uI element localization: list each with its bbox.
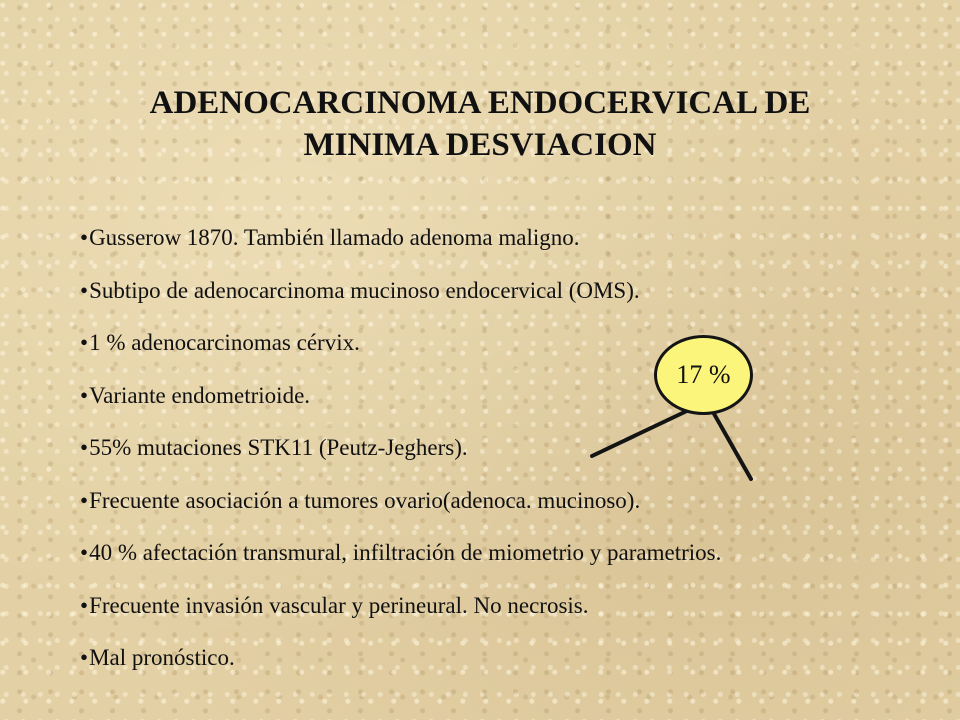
bullet-text: Frecuente asociación a tumores ovario(adenoca. mucinoso). [89, 487, 641, 513]
bullet-item [80, 329, 721, 382]
bullet-item [80, 224, 721, 277]
bullet-marker: • [80, 435, 89, 460]
callout-label: 17 % [676, 360, 731, 389]
bullet-text: Subtipo de adenocarcinoma mucinoso endocervical (OMS). [89, 277, 640, 303]
bullet-marker: • [80, 487, 89, 513]
bullet-text: Frecuente invasión vascular y perineural. No necrosis. [89, 592, 589, 618]
bullet-item [80, 592, 721, 645]
bullet-item [80, 382, 721, 435]
bullet-marker: • [80, 330, 89, 355]
bullet-marker: • [80, 592, 89, 618]
callout-bubble [654, 335, 753, 415]
bullet-marker: • [80, 225, 89, 250]
bullet-marker: • [80, 277, 89, 303]
bullet-marker: • [80, 540, 89, 565]
bullet-list [80, 224, 721, 697]
bullet-item [80, 434, 721, 487]
bullet-text: 1 % adenocarcinomas cérvix. [89, 330, 360, 355]
bullet-item [80, 539, 721, 592]
title-line-2: MINIMA DESVIACION [303, 127, 657, 163]
bullet-item [80, 644, 721, 697]
slide-title [60, 82, 900, 166]
title-line-1: ADENOCARCINOMA ENDOCERVICAL DE [149, 85, 811, 121]
bullet-text: Mal pronóstico. [89, 645, 235, 670]
bullet-text: 40 % afectación transmural, infiltración de miometrio y parametrios. [89, 540, 722, 565]
bullet-text: 55% mutaciones STK11 (Peutz-Jeghers). [89, 435, 468, 460]
bullet-marker: • [80, 382, 89, 408]
bullet-text: Gusserow 1870. También llamado adenoma maligno. [89, 225, 580, 250]
bullet-item [80, 277, 721, 330]
bullet-marker: • [80, 645, 89, 670]
bullet-item [80, 487, 721, 540]
bullet-text: Variante endometrioide. [89, 382, 311, 408]
